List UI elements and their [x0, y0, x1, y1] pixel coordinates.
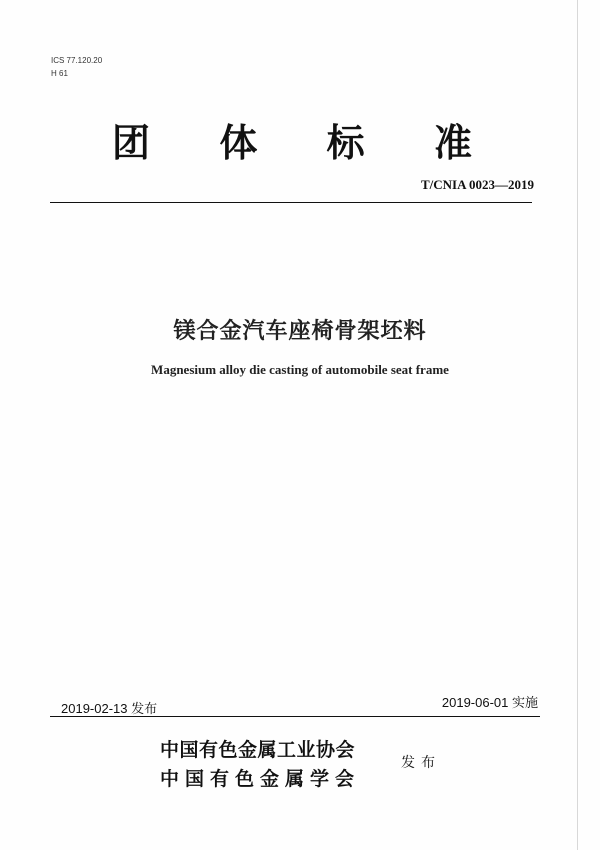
publisher-2: 中国有色金属学会 [160, 768, 361, 790]
ics-code: ICS 77.120.20 [51, 56, 103, 65]
bottom-divider [50, 716, 540, 717]
title-char-3: 标 [326, 121, 365, 165]
document-title-zh: 镁合金汽车座椅骨架坯料 [173, 319, 427, 344]
publisher-1: 中国有色金属工业协会 [160, 739, 356, 761]
ccs-code: H 61 [51, 69, 68, 78]
issue-date: 2019-02-13 发布 [61, 701, 158, 716]
classification-codes [51, 54, 102, 80]
title-char-2: 体 [219, 121, 258, 165]
publishers [160, 736, 360, 794]
implementation-date: 2019-06-01 实施 [441, 695, 538, 710]
title-char-1: 团 [112, 121, 151, 165]
title-char-4: 准 [433, 121, 472, 165]
top-divider [50, 202, 532, 203]
publish-label: 发布 [401, 755, 441, 771]
standard-type-title [112, 112, 472, 167]
document-title-en: Magnesium alloy die casting of automobile seat frame [151, 362, 449, 377]
page-edge [577, 0, 578, 850]
standard-number: T/CNIA 0023—2019 [420, 177, 534, 192]
